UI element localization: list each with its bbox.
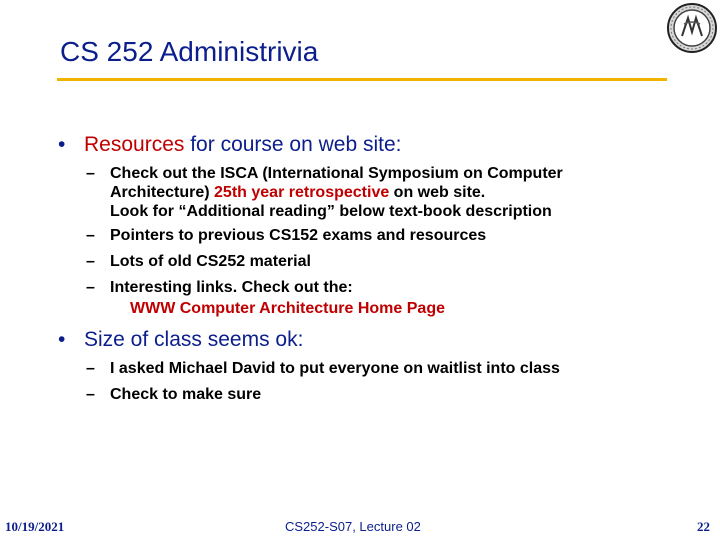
bullet-class-size [58, 328, 303, 352]
sub-item-links [86, 278, 706, 320]
dash-marker: – [86, 279, 95, 296]
sub-line [110, 183, 485, 202]
bullet-rest: for course on web site: [184, 133, 402, 156]
footer-course: CS252-S07, Lecture 02 [285, 519, 421, 534]
sub-item-check [86, 385, 706, 405]
sub-item-old-material [86, 252, 706, 272]
sub-line: Check out the ISCA (International Symposium on Computer [110, 165, 563, 182]
sub-line: Look for “Additional reading” below text-book description [110, 203, 552, 220]
sub-line-text: Architecture) [110, 184, 215, 201]
sub-line: Lots of old CS252 material [110, 253, 311, 270]
sub-item-isca [86, 164, 706, 224]
retrospective-link[interactable]: 25th year retrospective [214, 184, 390, 201]
sub-line: I asked Michael David to put everyone on waitlist into class [110, 360, 560, 377]
bullet-marker: • [58, 328, 66, 351]
sub-line [130, 299, 445, 318]
sub-item-pointers [86, 226, 706, 246]
slide-title: CS 252 Administrivia [60, 36, 319, 67]
sub-line: Pointers to previous CS152 exams and resources [110, 227, 487, 244]
sub-line-text: on web site. [389, 184, 486, 201]
www-arch-home-link[interactable]: WWW Computer Architecture Home Page [130, 300, 445, 317]
bullet-prefix: Size of class seems ok: [84, 328, 304, 351]
footer-page-number: 22 [697, 519, 710, 534]
dash-marker: – [86, 165, 95, 182]
sub-line: Interesting links. Check out the: [110, 279, 353, 296]
dash-marker: – [86, 227, 95, 244]
dash-marker: – [86, 386, 95, 403]
sub-item-waitlist [86, 359, 706, 379]
bullet-marker: • [58, 133, 66, 156]
bullet-prefix: Resources [84, 133, 185, 156]
dash-marker: – [86, 253, 95, 270]
dash-marker: – [86, 360, 95, 377]
footer-date: 10/19/2021 [5, 519, 65, 534]
sub-line: Check to make sure [110, 386, 262, 403]
bullet-resources [58, 133, 402, 157]
